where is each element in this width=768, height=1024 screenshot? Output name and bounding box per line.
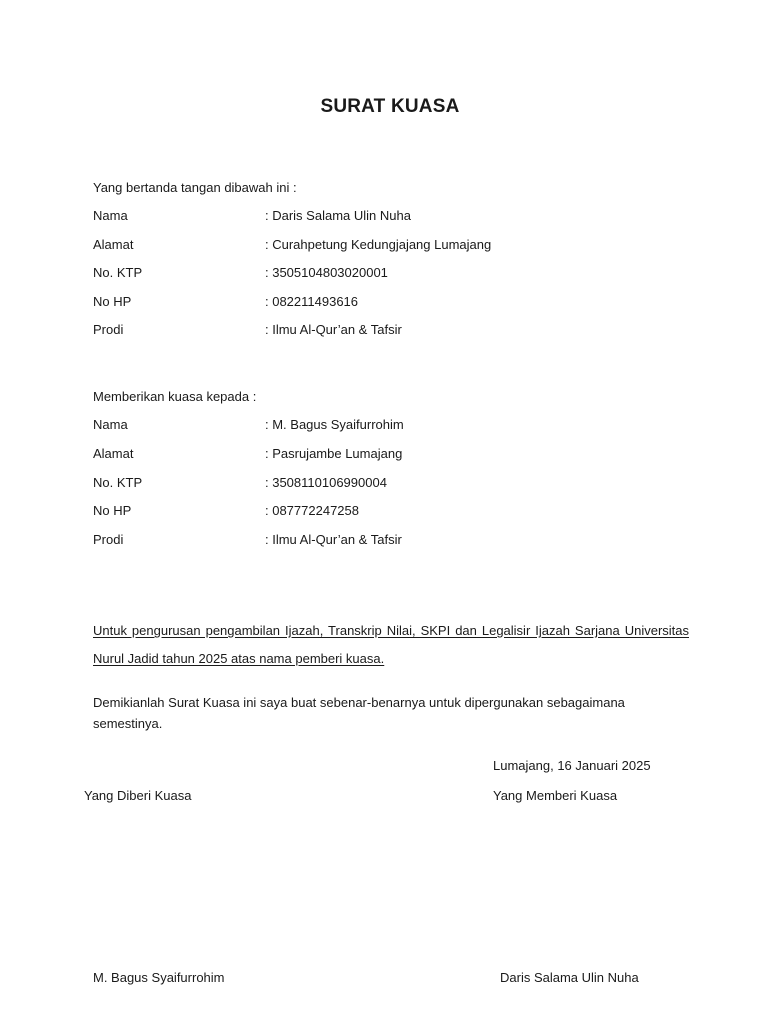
grantee-name-label: Nama	[93, 417, 128, 432]
grantee-prodi-label: Prodi	[93, 532, 124, 547]
grantee-name-value: : M. Bagus Syaifurrohim	[265, 417, 404, 432]
place-date: Lumajang, 16 Januari 2025	[493, 758, 651, 773]
grantee-address-value: : Pasrujambe Lumajang	[265, 446, 403, 461]
grantee-phone-value: : 087772247258	[265, 503, 359, 518]
grantor-prodi-value: : Ilmu Al-Qur’an & Tafsir	[265, 322, 402, 337]
grantee-phone-label: No HP	[93, 503, 132, 518]
document-title: SURAT KUASA	[320, 96, 460, 117]
grantor-prodi-label: Prodi	[93, 322, 124, 337]
grantor-intro: Yang bertanda tangan dibawah ini :	[93, 180, 297, 195]
grantor-name-value: : Daris Salama Ulin Nuha	[265, 208, 411, 223]
grantee-intro: Memberikan kuasa kepada :	[93, 389, 257, 404]
grantor-address-label: Alamat	[93, 237, 134, 252]
closing-paragraph: Demikianlah Surat Kuasa ini saya buat sebenar-benarnya untuk dipergunakan sebagaimana semestinya.	[93, 695, 625, 731]
grantor-ktp-label: No. KTP	[93, 265, 143, 280]
grantor-address-value: : Curahpetung Kedungjajang Lumajang	[265, 237, 492, 252]
purpose-paragraph: Untuk pengurusan pengambilan Ijazah, Transkrip Nilai, SKPI dan Legalisir Ijazah Sarjana Universitas Nurul Jadid tahun 2025 atas nama pemberi kuasa.	[93, 623, 689, 666]
grantee-ktp-label: No. KTP	[93, 475, 143, 490]
grantee-address-label: Alamat	[93, 446, 134, 461]
grantor-phone-label: No HP	[93, 294, 132, 309]
grantor-phone-value: : 082211493616	[265, 294, 359, 309]
grantor-signature-label: Yang Memberi Kuasa	[493, 788, 618, 803]
grantor-ktp-value: : 3505104803020001	[265, 265, 388, 280]
grantee-prodi-value: : Ilmu Al-Qur’an & Tafsir	[265, 532, 402, 547]
grantor-name-label: Nama	[93, 208, 128, 223]
grantor-signature-name: Daris Salama Ulin Nuha	[500, 970, 639, 985]
grantee-signature-name: M. Bagus Syaifurrohim	[93, 970, 225, 985]
grantee-ktp-value: : 3508110106990004	[265, 475, 387, 490]
grantee-signature-label: Yang Diberi Kuasa	[84, 788, 192, 803]
